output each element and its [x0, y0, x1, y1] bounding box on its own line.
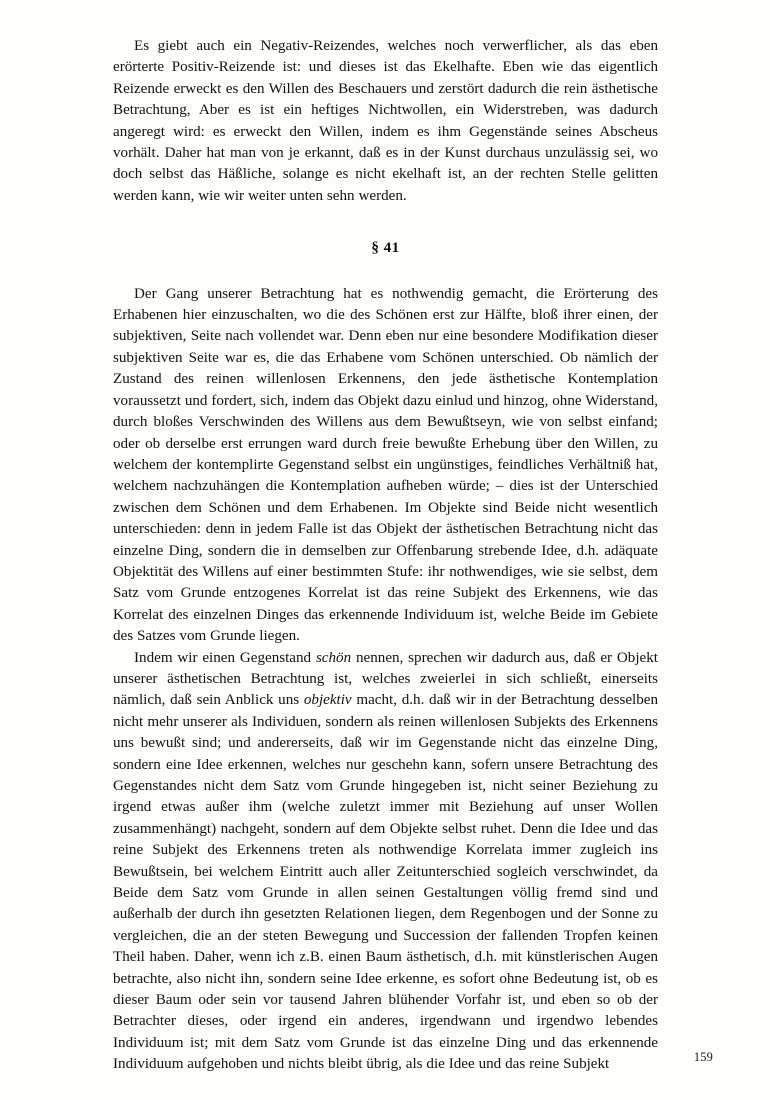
page-number: 159: [693, 1050, 713, 1064]
paragraph-schoen-segment-3: macht, d.h. daß wir in der Betrachtung desselben nicht mehr unserer als Individuen, sondern als reinen willenlosen Subjekts des Erkennens uns bewußt sind; und andererseits, daß wir im Gegenstande nicht das einzelne Ding, sondern eine Idee erkennen, welches nur geschehn kann, sofern unsere Betrachtung des Gegenstandes nicht dem Satz vom Grunde hingegeben ist, nicht seiner Beziehung zu irgend etwas außer ihm (welche zuletzt immer mit Beziehung auf unser Wollen zusammenhängt) nachgeht, sondern auf dem Objekte selbst ruhet. Denn die Idee und das reine Subjekt des Erkennens treten als nothwendige Korrelata immer zugleich ins Bewußtsein, bei welchem Eintritt auch aller Zeitunterschied sogleich verschwindet, da Beide dem Satz vom Grunde in allen seinen Gestaltungen völlig fremd sind und außerhalb der durch ihn gesetzten Relationen liegen, dem Regenbogen und der Sonne zu vergleichen, die an der steten Bewegung und Succession der fallenden Tropfen keinen Theil haben. Daher, wenn ich z.B. einen Baum ästhetisch, d.h. mit künstlerischen Augen betrachte, also nicht ihn, sondern seine Idee erkenne, es sofort ohne Bedeutung ist, ob es dieser Baum oder sein vor tausend Jahren blühender Vorfahr ist, und eben so ob der Betrachter dieses, oder irgend ein anderes, irgendwann und irgendwo lebendes Individuum ist; mit dem Satz vom Grunde ist das einzelne Ding und das erkennende Individuum aufgehoben und nichts bleibt übrig, als die Idee und das reine Subjekt: [113, 692, 658, 1073]
heading-top-spacer: [113, 207, 658, 237]
paragraph-erhabene: Der Gang unserer Betrachtung hat es nothwendig gemacht, die Erörterung des Erhabenen hier einzuschalten, wo die des Schönen erst zur Hälfte, bloß ihrer einen, der subjektiven, Seite nach vollendet war. Denn eben nur eine besondere Modifikation dieser subjektiven Seite war es, die das Erhabene vom Schönen unterschied. Ob nämlich der Zustand des reinen willenlosen Erkennens, den jede ästhetische Kontemplation voraussetzt und fordert, sich, indem das Objekt dazu einlud und hinzog, ohne Widerstand, durch bloßes Verschwinden des Willens aus dem Bewußtseyn, wie von selbst einfand; oder ob derselbe erst errungen ward durch freie bewußte Erhebung über den Willen, zu welchem der kontemplirte Gegenstand selbst ein ungünstiges, feindliches Verhältniß hat, welchem nachzuhängen die Kontemplation aufheben würde; – dies ist der Unterschied zwischen dem Schönen und dem Erhabenen. Im Objekte sind Beide nicht wesentlich unterschieden: denn in jedem Falle ist das Objekt der ästhetischen Betrachtung nicht das einzelne Ding, sondern die in demselben zur Offenbarung strebende Idee, d.h. adäquate Objektität des Willens auf einer bestimmten Stufe: ihr nothwendiges, wie sie selbst, dem Satz vom Grunde entzogenes Korrelat ist das reine Subjekt des Erkennens, wie das Korrelat des einzelnen Dinges das erkennende Individuum ist, welche Beide im Gebiete des Satzes vom Grunde liegen.: [113, 285, 658, 645]
heading-bottom-spacer: [113, 259, 658, 284]
paragraph-schoen-segment-1: Indem wir einen Gegenstand: [134, 649, 316, 666]
section-heading: § 41: [371, 239, 400, 257]
paragraph-negativ-reizendes: Es giebt auch ein Negativ-Reizendes, welches noch verwerflicher, als das eben erörterte Positiv-Reizende ist: und dieses ist das Ekelhafte. Eben wie das eigentlich Reizende erweckt es den Willen des Beschauers und zerstört dadurch die rein ästhetische Betrachtung, Aber es ist ein heftiges Nichtwollen, ein Widerstreben, was dadurch angeregt wird: es erweckt den Willen, indem es ihm Gegenstände seines Abscheus vorhält. Daher hat man von je erkannt, daß es in der Kunst durchaus unzulässig sei, wo doch selbst das Häßliche, solange es nicht ekelhaft ist, an der rechten Stelle gelitten werden kann, wie wir weiter unten sehn werden.: [113, 38, 658, 204]
paragraph-schoen: [113, 648, 658, 1076]
emphasis-schoen: schön: [315, 649, 352, 666]
emphasis-objektiv: objektiv: [303, 692, 352, 709]
paragraph-schoen-segment-2: nennen, sprechen wir dadurch aus, daß er Objekt unserer ästhetischen Betrachtung ist, welches zweierlei in sich schließt, einerseits nämlich, daß sein Anblick uns: [113, 649, 658, 709]
page-text-column: [113, 36, 658, 1076]
